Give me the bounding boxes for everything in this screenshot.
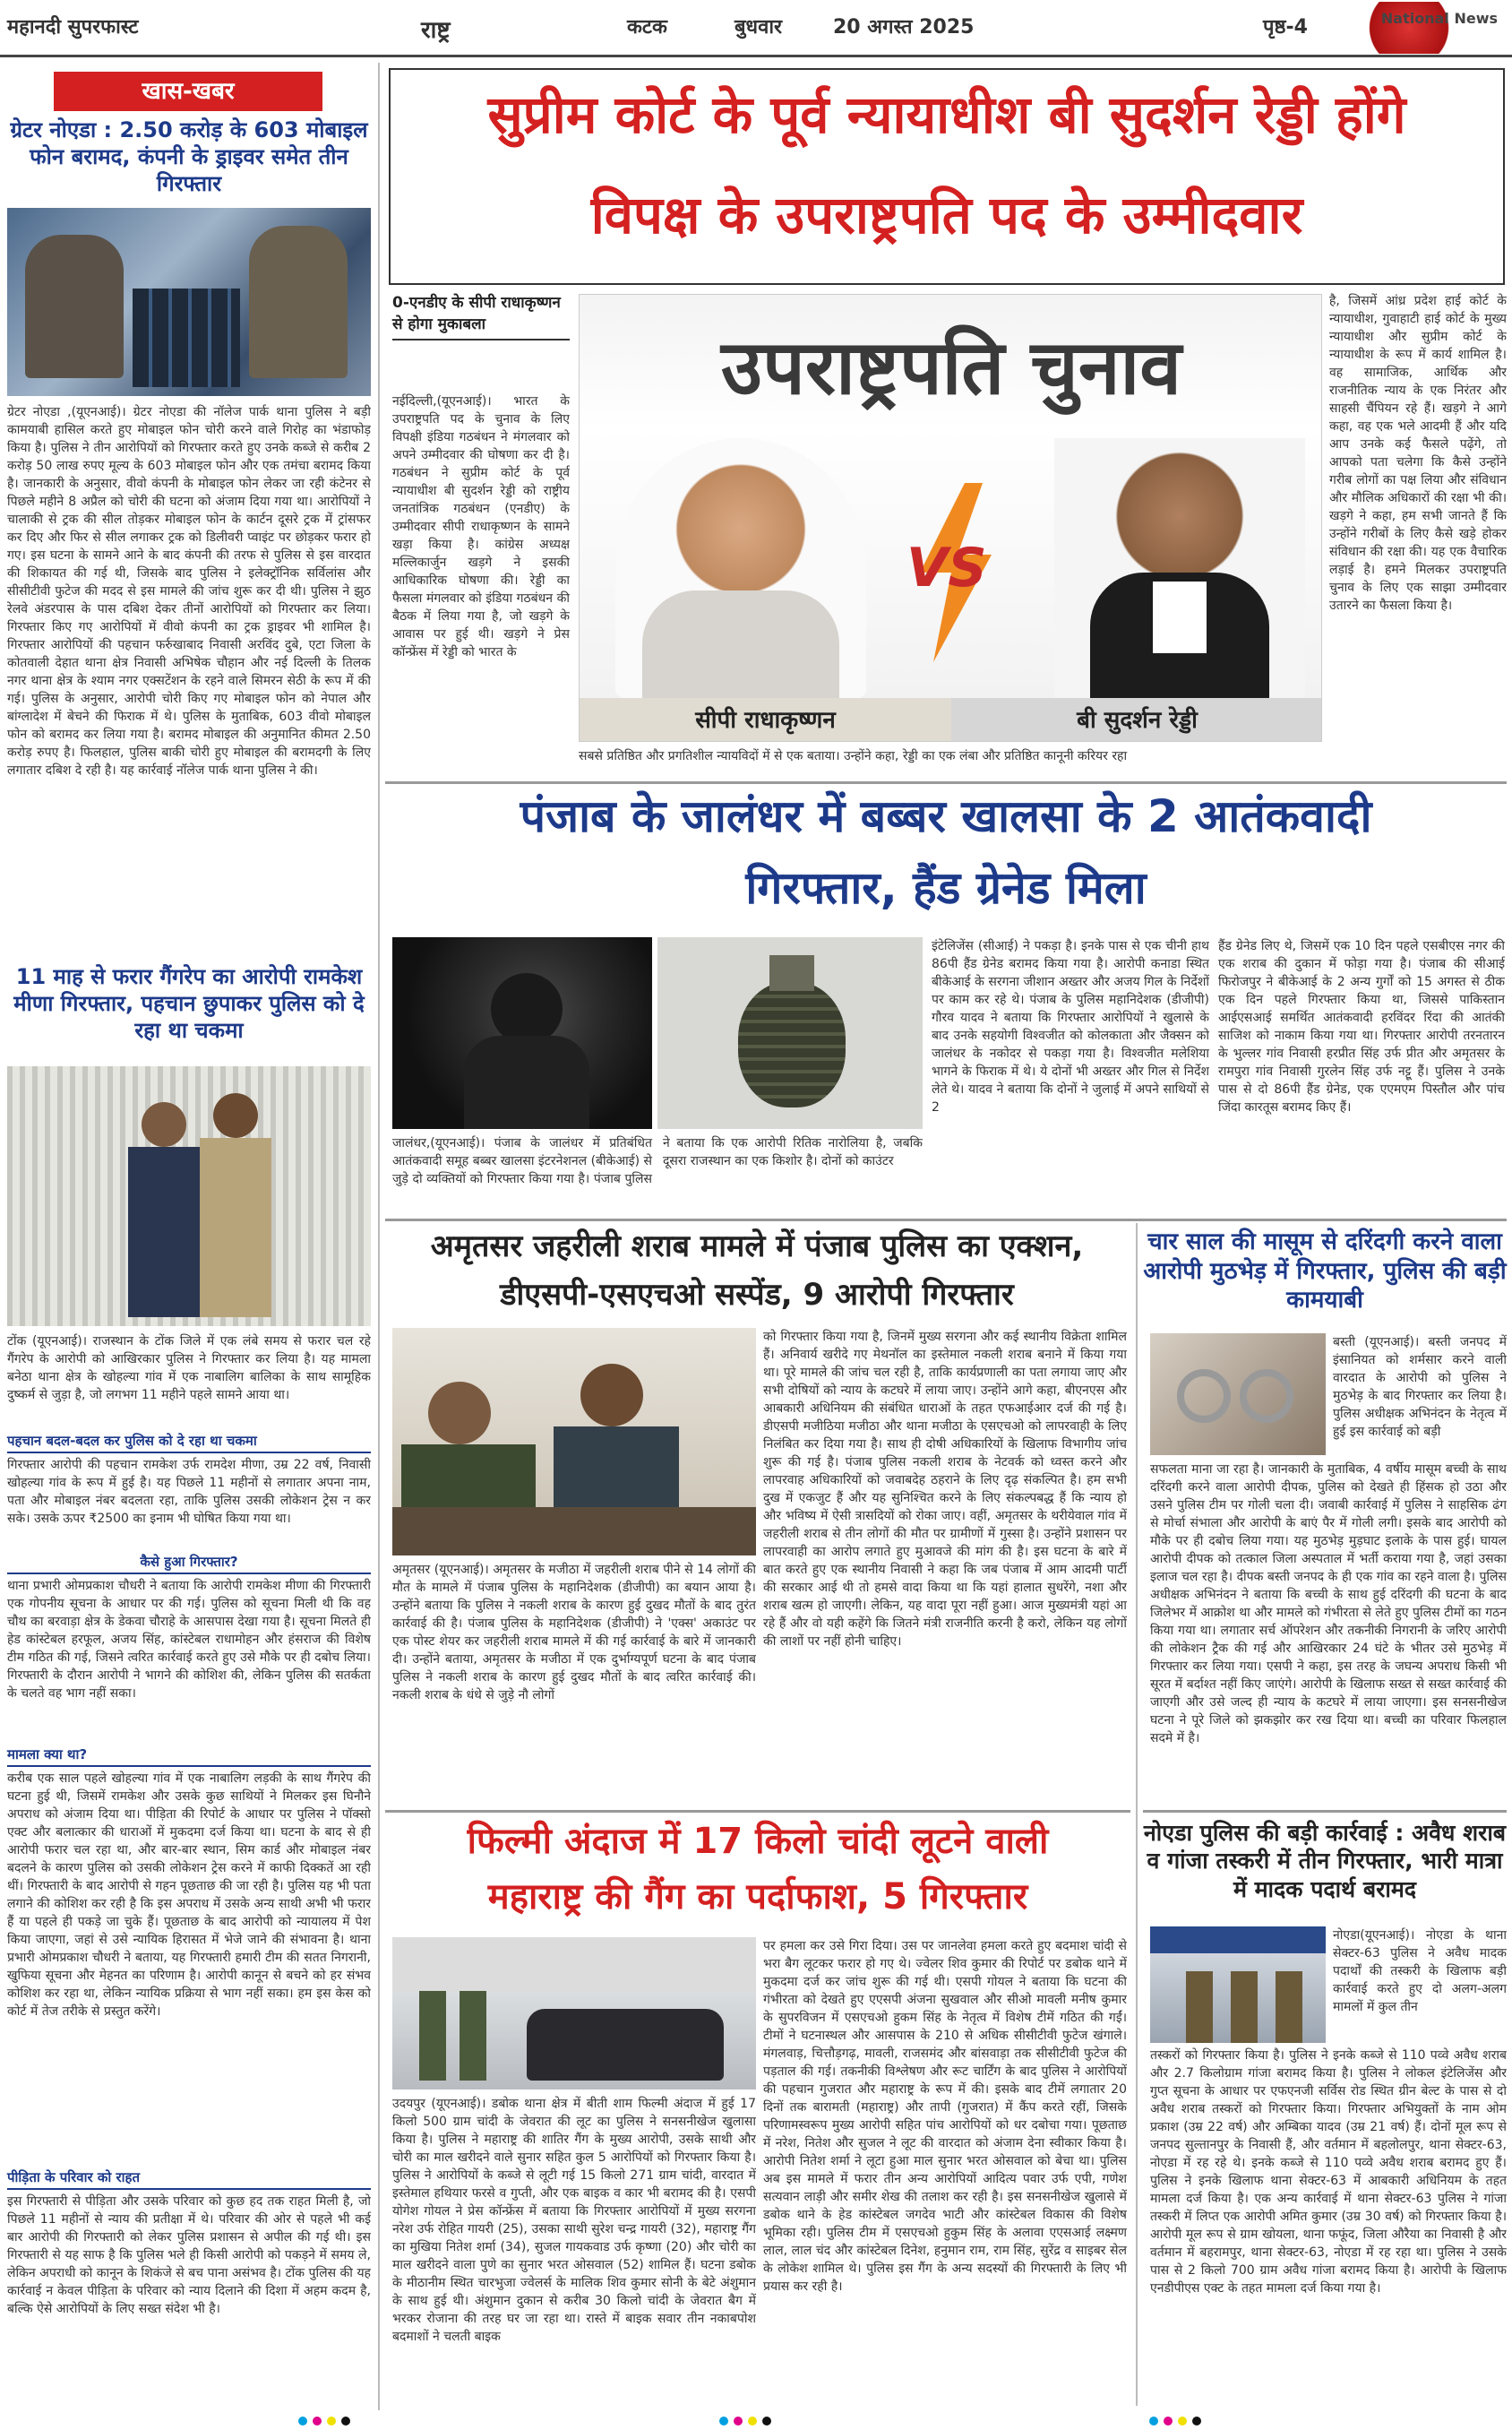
dgp-press-photo <box>392 1328 756 1555</box>
gangrape-body-5: इस गिरफ्तारी से पीड़िता और उसके परिवार को कुछ हद तक राहत मिली है, जो पिछले 11 महीनों से न्याय की प्रतीक्षा में थे। परिवार की ओर से पहले भी कई बार आरोपी की गिरफ्तारी को लेकर पुलिस प्रशासन से अपील की गई थी। इस गिरफ्तारी से यह साफ है कि पुलिस भले ही किसी आरोपी को पकड़ने में समय ले, लेकिन अपराधी को कानून के शिकंजे से बच पाना असंभव है। टोंक पुलिस की यह कार्रवाई न केवल पीड़िता के परिवार को न्याय दिलाने की दिशा में अहम कदम है, बल्कि ऐसे आरोपियों के लिए सख्त संदेश भी है। <box>7 2194 371 2316</box>
column-divider <box>378 63 380 2410</box>
masthead <box>0 0 1512 57</box>
print-registration-marks <box>717 2412 774 2425</box>
subhead-how-arrested: कैसे हुआ गिरफ्तार? <box>7 1553 371 1574</box>
gangrape-accused-headline: 11 माह से फरार गैंगरेप का आरोपी रामकेश मीणा गिरफ्तार, पहचान छुपाकर पुलिस को दे रहा था चकमा <box>13 964 365 1043</box>
handcuffs-photo <box>1150 1333 1326 1455</box>
noida-police-photo <box>1150 1926 1326 2043</box>
paper-name: महानदी सुपरफास्ट <box>7 16 139 39</box>
print-registration-marks <box>296 2412 353 2425</box>
subhead-identity: पहचान बदल-बदल कर पुलिस को दे रहा था चकमा <box>7 1432 371 1453</box>
national-news-logo: National News <box>1369 2 1503 54</box>
section-divider <box>1143 1810 1507 1813</box>
vp-election-graphic <box>579 294 1322 742</box>
sudershan-reddy-portrait <box>1054 438 1305 698</box>
print-registration-marks <box>1147 2412 1204 2425</box>
lead-body-bottom: सबसे प्रतिष्ठित और प्रगतिशील न्यायविदों में से एक बताया। उन्होंने कहा, रेड्डी का एक लंबा और प्रतिष्ठित कानूनी करियर रहा <box>579 749 1128 763</box>
punjab-headline-line1: पंजाब के जालंधर में बब्बर खालसा के 2 आतंकवादी <box>520 790 1372 842</box>
encounter-body-2: सफलता माना जा रहा है। जानकारी के मुताबिक, 4 वर्षीय मासूम बच्ची के साथ दरिंदगी करने वाला आरोपी दीपक, पुलिस को देखते ही हिंसक हो उठा और उसने पुलिस टीम पर गोली चला दी। जवाबी कार्रवाई में पुलिस ने साहसिक ढंग से मोर्चा संभाला और आरोपी के बाएं पैर में गोली लगी। इसके बाद आरोपी को मौके पर ही दबोच लिया गया। यह मुठभेड़ मुड़घाट इलाके के पास हुई। घायल आरोपी दीपक को तत्काल जिला अस्पताल में भर्ती कराया गया है, जहां उसका इलाज चल रहा है। दीपक बस्ती जनपद के ही एक गांव का रहने वाला है। पुलिस अधीक्षक अभिनंदन ने बताया कि बच्ची के साथ हुई दरिंदगी की घटना के बाद जिलेभर में आक्रोश था और मामले को गंभीरता से लेते हुए पुलिस टीमों का गठन किया गया था। लगातार सर्च ऑपरेशन और तकनीकी निगरानी के जरिए आरोपी की लोकेशन ट्रैक की गई और आखिरकार 24 घंटे के भीतर उसे मुठभेड़ में गिरफ्तार कर लिया गया। एसपी ने कहा, इस तरह के जघन्य अपराध किसी भी सूरत में बर्दाश्त नहीं किए जाएंगे। आरोपी के खिलाफ सख्त से सख्त कार्रवाई की जाएगी और उसे जल्द ही न्याय के कटघरे में लाया जाएगा। इस सनसनीखेज घटना ने पूरे जिले को झकझोर कर रख दिया था। बच्ची का परिवार फिलहाल सदमे में है। <box>1150 1462 1507 1745</box>
noida-body-2: तस्करों को गिरफ्तार किया है। पुलिस ने इनके कब्जे से 110 पव्वे अवैध शराब और 2.7 किलोग्राम गांजा बरामद किया है। पुलिस ने लोकल इंटेलिजेंस और गुप्त सूचना के आधार पर एफएनजी सर्विस रोड स्थित ग्रीन बेल्ट के पास से दो अवैध शराब तस्करों को गिरफ्तार किया। गिरफ्तार अभियुक्तों के नाम ओम प्रकाश (उम्र 22 वर्ष) और अम्बिका यादव (उम्र 21 वर्ष) हैं। दोनों मूल रूप से जनपद सुल्तानपुर के निवासी हैं, और वर्तमान में बहलोलपुर, थाना सेक्टर-63, नोएडा में रह रहे थे। इनके कब्जे से 110 पव्वे अवैध शराब बरामद हुए हैं। पुलिस ने इनके खिलाफ थाना सेक्टर-63 में आबकारी अधिनियम के तहत मामला दर्ज किया है। एक अन्य कार्रवाई में थाना सेक्टर-63 पुलिस ने गांजा तस्करी में लिप्त एक आरोपी अमित कुमार (उम्र 30 वर्ष) को गिरफ्तार किया है। आरोपी मूल रूप से ग्राम खोयला, थाना फफूंद, जिला औरैया का निवासी है और वर्तमान में बहरामपुर, थाना सेक्टर-63, नोएडा में रह रहा था। पुलिस ने उसके पास से 2 किलो 700 ग्राम अवैध गांजा बरामद किया है। आरोपी के खिलाफ एनडीपीएस एक्ट के तहत मामला दर्ज किया गया है। <box>1150 2048 1507 2296</box>
date: 20 अगस्त 2025 <box>833 16 975 39</box>
vs-badge: VS <box>902 483 1009 662</box>
silver-loot-body-2: पर हमला कर उसे गिरा दिया। उस पर जानलेवा हमला करते हुए बदमाश चांदी से भरा बैग लूटकर फरार हो गए थे। ज्वेलर शिव कुमार की रिपोर्ट पर डबोक थाने में मुकदमा दर्ज कर जांच शुरू की गई थी। एसपी गोयल ने बताया कि घटना की गंभीरता को देखते हुए एएसपी अंजना सुखवाल और सीओ मावली मनीष कुमार के सुपरविजन में एसएचओ हुकम सिंह के नेतृत्व में विशेष टीमें गठित की गईं। टीमों ने घटनास्थल और आसपास के 210 से अधिक सीसीटीवी फुटेज खंगाले। मंगलवाड़, चित्तौड़गढ़, मावली, राजसमंद और बांसवाड़ा तक सीसीटीवी फुटेज की पड़ताल की गई। तकनीकी विश्लेषण और रूट चार्टिंग के बाद पुलिस ने आरोपियों की पहचान गुजरात और महाराष्ट्र के रूप में की। इसके बाद टीमें लगातार 20 दिनों तक बारामती (महाराष्ट्र) और तापी (गुजरात) में कैंप करते रहीं, जिसके परिणामस्वरूप मुख्य आरोपी सहित पांच आरोपियों को धर दबोचा गया। पूछताछ में नरेश, नितेश और सुजल ने लूट की वारदात को अंजाम देना स्वीकार किया है। आरोपी नितेश शर्मा ने लूटा हुआ माल सुनार भरत ओसवाल को बेचा था। पुलिस अब इस मामले में फरार तीन अन्य आरोपियों आदित्य पवार उर्फ एपी, गणेश सत्यवान लाड़ी और समीर शेख की तलाश कर रही है। इस सनसनीखेज खुलासे में डबोक थाने के हेड कांस्टेबल जगदेव भाटी और कांस्टेबल विकास की विशेष भूमिका रही। पुलिस टीम में एसएचओ हुकुम सिंह के अलावा एएसआई लक्ष्मण लाल, लाल चंद और कांस्टेबल दिनेश, हनुमान राम, राम सिंह, सुरेंद्र व साइबर सेल के लोकेश शामिल थे। पुलिस इस गैंग के अन्य सदस्यों की गिरफ्तारी के लिए भी प्रयास कर रही है। <box>763 1939 1127 2294</box>
gangrape-body-4: करीब एक साल पहले खोहल्या गांव में एक नाबालिग लड़की के साथ गैंगरेप की घटना हुई थी, जिसमें रामकेश और उसके कुछ साथियों ने मिलकर इस घिनौने अपराध को अंजाम दिया था। पीड़िता की रिपोर्ट के आधार पर पुलिस ने पॉक्सो एक्ट और बलात्कार की धाराओं में मुकदमा दर्ज किया था। घटना के बाद से ही आरोपी फरार चल रहा था, और बार-बार स्थान, सिम कार्ड और मोबाइल नंबर बदलने के कारण पुलिस को उसकी लोकेशन ट्रेस करने में काफी दिक्कतें आ रही थीं। गिरफ्तारी के बाद आरोपी से गहन पूछताछ की जा रही है। पुलिस यह भी पता लगाने की कोशिश कर रही है कि इस अपराध में उसके अन्य साथी अभी भी फरार हैं या पहले ही पकड़े जा चुके हैं। पूछताछ के बाद आरोपी को न्यायालय में पेश किया जाएगा, जहां से उसे न्यायिक हिरासत में भेजे जाने की संभावना है। थाना प्रभारी ओमप्रकाश चौधरी ने बताया, यह गिरफ्तारी हमारी टीम की सतत निगरानी, खुफिया सूचना और मेहनत का परिणाम है। आरोपी कानून से बचने को हर संभव कोशिश कर रहा था, लेकिन न्यायिक प्रक्रिया से भाग नहीं सका। हम इस केस को कोर्ट में तेज तरीके से प्रस्तुत करेंगे। <box>7 1771 371 2019</box>
punjab-body-3: हैंड ग्रेनेड लिए थे, जिसमें एक 10 दिन पहले एसबीएस नगर की एक शराब की दुकान में फोड़ा गया है। पंजाब की सीआई फिरोजपुर ने बीकेआई के 2 अन्य गुर्गों को 15 अगस्त से ठीक एक दिन पहले गिरफ्तार किया था, जिससे पाकिस्तान आईएसआई समर्थित आतंकवादी हरविंदर रिंदा की आतंकी साजिश को नाकाम किया गया था। गिरफ्तार आरोपी तरनतारन के भुल्लर गांव निवासी हरप्रीत सिंह उर्फ प्रीत और अमृतसर के रामपुरा गांव निवासी गुरलेन सिंह उर्फ नट्टू हैं। पुलिस ने उनके पास से दो 86पी हैंड ग्रेनेड, एक एएमएम पिस्तौल और पांच जिंदा कारतूस बरामद किए हैं। <box>1218 939 1505 1115</box>
amritsar-body-1: अमृतसर (यूएनआई)। अमृतसर के मजीठा में जहरीली शराब पीने से 14 लोगों की मौत के मामले में पंजाब पुलिस के महानिदेशक (डीजीपी) का बयान आया है। उन्होंने बताया कि पुलिस ने नकली शराब के कारण हुई दुखद मौतों के बाद तुरंत कार्रवाई की है। पंजाब पुलिस के महानिदेशक (डीजीपी) ने 'एक्स' अकाउंट पर एक पोस्ट शेयर कर जहरीली शराब मामले में की गई कार्रवाई के बारे में जानकारी दी। उन्होंने बताया, अमृतसर के मजीठा में एक दुर्भाग्यपूर्ण घटना के बाद पंजाब पुलिस ने नकली शराब के कारण हुई दुखद मौतों के बाद त्वरित कार्रवाई की। नकली शराब के धंधे से जुड़े नौ लोगों <box>392 1563 756 1702</box>
section-divider <box>385 1810 1130 1813</box>
silver-loot-headline-line2: महाराष्ट्र की गैंग का पर्दाफाश, 5 गिरफ्तार <box>487 1876 1028 1917</box>
column-divider <box>1136 1223 1138 2406</box>
accused-arrest-photo <box>7 1066 371 1326</box>
silver-loot-body-1: उदयपुर (यूएनआई)। डबोक थाना क्षेत्र में बीती शाम फिल्मी अंदाज में हुई 17 किलो 500 ग्राम चांदी के जेवरात की लूट का पुलिस ने सनसनीखेज खुलासा किया है। पुलिस ने महाराष्ट्र की शातिर गैंग के मुख्य आरोपी, उसके साथी और चोरी का माल खरीदने वाले सुनार सहित कुल 5 आरोपियों को गिरफ्तार किया है। पुलिस ने आरोपियों के कब्जे से लूटी गई 15 किलो 271 ग्राम चांदी, वारदात में इस्तेमाल हथियार फरसे व गुप्ती, और एक बाइक व कार भी बरामद की है। एसपी योगेश गोयल ने प्रेस कॉन्फ्रेंस में बताया कि गिरफ्तार आरोपियों में मुख्य सरगना नरेश उर्फ रोहित गायरी (25), उसका साथी सुरेश चन्द्र गायरी (32), महाराष्ट्र गैंग का मुखिया नितेश शर्मा (34), सुजल गायकवाड उर्फ कृष्णा (20) और चोरी का माल खरीदने वाला पुणे का सुनार भरत ओसवाल (52) शामिल हैं। घटना डबोक के मीठानीम स्थित चारभुजा ज्वेलर्स के मालिक शिव कुमार सोनी के बेटे अंशुमान के साथ हुई थी। अंशुमान दुकान से करीब 30 किलो चांदी के जेवरात बैग में भरकर रोजाना की तरह घर जा रहा था। रास्ते में बाइक सवार तीन नकाबपोश बदमाशों ने चलती बाइक <box>392 2097 756 2344</box>
punjab-body-2: इंटेलिजेंस (सीआई) ने पकड़ा है। इनके पास से एक चीनी हाथ 86पी हैंड ग्रेनेड बरामद किया गया है। आरोपी कनाडा स्थित बीकेआई के सरगना जीशान अख्तर और अजय गिल के निर्देशों पर काम कर रहे थे। पंजाब के पुलिस महानिदेशक (डीजीपी) गौरव यादव ने बताया कि गिरफ्तार आरोपियों ने खुलासे के बाद उनके सहयोगी विश्वजीत को कोलकाता और जैक्सन को जालंधर के नकोदर से पकड़ा गया है। विश्वजीत मलेशिया भागने के फिराक में थे। ये दोनों भी अख्तर और गिल से निर्देश लेते थे। यादव ने बताया कि दोनों ने जुलाई में अपने साथियों से 2 <box>932 939 1209 1115</box>
punjab-body-1: जालंधर,(यूएनआई)। पंजाब के जालंधर में प्रतिबंधित आतंकवादी समूह बब्बर खालसा इंटरनेशनल (बीकेआई) से जुड़े दो व्यक्तियों को गिरफ्तार किया गया है। पंजाब पुलिस ने बताया कि एक आरोपी रितिक नारोलिया है, जबकि दूसरा राजस्थान का एक किशोर है। दोनों को काउंटर <box>392 1136 923 1186</box>
lead-headline-line2: विपक्ष के उपराष्ट्रपति पद के उम्मीदवार <box>590 185 1303 246</box>
lead-headline-line1: सुप्रीम कोर्ट के पूर्व न्यायाधीश बी सुदर्शन रेड्डी होंगे <box>487 84 1406 145</box>
punjab-headline-line2: गिरफ्तार, हैंड ग्रेनेड मिला <box>745 862 1147 914</box>
masked-accused-photo <box>392 937 652 1129</box>
amritsar-body-2: को गिरफ्तार किया गया है, जिनमें मुख्य सरगना और कई स्थानीय विक्रेता शामिल हैं। अनिवार्य खरीदे गए मेथनॉल का इस्तेमाल नकली शराब बनाने में किया गया था। पूरे मामले की जांच चल रही है, ताकि कार्यप्रणाली का पता लगाया जाए और सभी दोषियों को न्याय के कटघरे में लाया जाए। उन्होंने आगे कहा, बीएनएस और आबकारी अधिनियम की संबंधित धाराओं के तहत एफआईआर दर्ज की गई है। डीएसपी मजीठिया मजीठा और थाना मजीठा के एसएचओ को लापरवाही के लिए निलंबित कर दिया गया है। साथ ही दोषी अधिकारियों के खिलाफ विभागीय जांच शुरू की गई है। पंजाब पुलिस नकली शराब के नेटवर्क को ध्वस्त करने और लापरवाह अधिकारियों को जवाबदेह ठहराने के लिए दृढ़ संकल्पित है। हम सभी दुख में एकजुट हैं और यह सुनिश्चित करने के लिए संकल्पबद्ध हैं कि न्याय हो और भविष्य में ऐसी त्रासदियों को रोका जाए। वहीं, अमृतसर के थरीयेवाल गांव में जहरीली शराब से तीन लोगों की मौत पर ग्रामीणों में गुस्सा है। उन्होंने प्रशासन पर लापरवाही का आरोप लगाते हुए मुआवजे की मांग की है। इस घटना के बारे में बात करते हुए एक स्थानीय निवासी ने कहा कि जब पंजाब में आम आदमी पार्टी की सरकार आई थी तो हमसे वादा किया था कि यहां हालात सुधरेंगे, नशा और शराब खत्म हो जाएगी। लेकिन, यह वादा पूरा नहीं हुआ। आज मुख्यमंत्री यहां आ रहे हैं और वो यही कहेंगे कि जितने मंत्री राजनीति करनी है करो, लेकिन यह लोगों की लाशों पर नहीं होनी चाहिए। <box>763 1330 1127 1649</box>
special-news-tag: खास-खबर <box>54 72 322 111</box>
day: बुधवार <box>735 16 783 39</box>
subhead-what-was-case: मामला क्या था? <box>7 1745 371 1767</box>
section-name: राष्ट्र <box>421 17 451 44</box>
encounter-body-1: बस्ती (यूएनआई)। बस्ती जनपद में इंसानियत को शर्मसार करने वाली वारदात के आरोपी को पुलिस ने मुठभेड़ के बाद गिरफ्तार कर लिया है। पुलिस अधीक्षक अभिनंदन के नेतृत्व में हुई इस कार्रवाई को बड़ी <box>1333 1335 1507 1439</box>
noida-headline: नोएडा पुलिस की बड़ी कार्रवाई : अवैध शराब व गांजा तस्करी में तीन गिरफ्तार, भारी मात्रा में मादक पदार्थ बरामद <box>1143 1820 1507 1902</box>
gangrape-body-2: गिरफ्तार आरोपी की पहचान रामकेश उर्फ रामदेश मीणा, उम्र 22 वर्ष, निवासी खोहल्या गांव के रूप में हुई है। यह पिछले 11 महीनों से लगातार अपना नाम, पता और मोबाइल नंबर बदलता रहा, ताकि पुलिस उसकी लोकेशन ट्रेस न कर सके। उसके ऊपर ₹2500 का इनाम भी घोषित किया गया था। <box>7 1458 371 1526</box>
mobile-recovery-headline: ग्रेटर नोएडा : 2.50 करोड़ के 603 मोबाइल फोन बरामद, कंपनी के ड्राइवर समेत तीन गिरफ्तार <box>10 117 368 196</box>
caption-radhakrishnan: सीपी राधाकृष्णन <box>580 698 951 742</box>
police-station-photo <box>392 1937 756 2090</box>
lead-headline-box <box>389 68 1505 285</box>
lead-body-left: नईदिल्ली,(यूएनआई)। भारत के उपराष्ट्रपति पद के चुनाव के लिए विपक्षी इंडिया गठबंधन ने मंगलवार को अपने उम्मीदवार की घोषणा कर दी है। गठबंधन ने सुप्रीम कोर्ट के पूर्व न्यायाधीश बी सुदर्शन रेड्डी को राष्ट्रीय जनतांत्रिक गठबंधन (एनडीए) के उम्मीदवार सीपी राधाकृष्णन के सामने खड़ा किया है। कांग्रेस अध्यक्ष मल्लिकार्जुन खड़गे ने इसकी आधिकारिक घोषणा की। रेड्डी का फैसला मंगलवार को इंडिया गठबंधन की बैठक में लिया गया है, जो खड़गे के आवास पर हुई थी। खड़गे ने प्रेस कॉन्फ्रेंस में रेड्डी को भारत के <box>392 394 570 659</box>
phones-photo <box>7 208 371 396</box>
city: कटक <box>627 16 667 39</box>
noida-body-1: नोएडा(यूएनआई)। नोएडा के थाना सेक्टर-63 पुलिस ने अवैध मादक पदार्थों की तस्करी के खिलाफ बड़ी कार्रवाई करते हुए दो अलग-अलग मामलों में कुल तीन <box>1333 1928 1507 2014</box>
graphic-title: उपराष्ट्रपति चुनाव <box>721 323 1181 411</box>
gangrape-body-1: टोंक (यूएनआई)। राजस्थान के टोंक जिले में एक लंबे समय से फरार चल रहे गैंगरेप के आरोपी को आखिरकार पुलिस ने गिरफ्तार कर लिया है। यह मामला बनेठा थाना क्षेत्र के खोहल्या गांव में एक नाबालिग बालिका के साथ सामूहिक दुष्कर्म से जुड़ा है, जो लगभग 11 महीने पहले सामने आया था। <box>7 1334 371 1402</box>
subhead-relief: पीड़िता के परिवार को राहत <box>7 2168 371 2190</box>
amritsar-headline-line1: अमृतसर जहरीली शराब मामले में पंजाब पुलिस का एक्शन, <box>430 1228 1084 1264</box>
mobile-recovery-body: ग्रेटर नोएडा ,(यूएनआई)। ग्रेटर नोएडा की नॉलेज पार्क थाना पुलिस ने बड़ी कामयाबी हासिल करते हुए मोबाइल फोन चोरी करने वाले गिरोह का भंडाफोड़ किया है। पुलिस ने तीन आरोपियों को गिरफ्तार करते हुए उनके कब्जे से करीब 2 करोड़ 50 लाख रुपए मूल्य के 603 मोबाइल फोन और एक तमंचा बरामद किया है। जानकारी के अनुसार, वीवो कंपनी के मोबाइल फोन लेकर जा रही कंटेनर से पिछले महीने 8 अप्रैल को चोरी की घटना को अंजाम दिया गया था। आरोपियों ने चालाकी से ट्रक की सील तोड़कर मोबाइल फोन के कार्टन दूसरे ट्रक में ट्रांसफर कर दिए और फिर से सील लगाकर ट्रक को डिलीवरी प्वाइंट पर छोड़कर फरार हो गए। इस घटना के सामने आने के बाद कंपनी की तरफ से पुलिस से इस वारदात की शिकायत की गई थी, जिसके बाद पुलिस ने इलेक्ट्रॉनिक सर्विलांस और सीसीटीवी फुटेज की मदद से इस मामले की जांच शुरू कर दी थी। पुलिस ने झुठ रेलवे अंडरपास के पास दबिश देकर तीनों आरोपियों को गिरफ्तार कर लिया। गिरफ्तार किए गए आरोपियों में वीवो कंपनी का ट्रक ड्राइवर भी शामिल है। गिरफ्तार आरोपियों की पहचान फर्रुखाबाद निवासी अरविंद दुबे, एटा जिला के कोतवाली देहात थाना क्षेत्र निवासी अभिषेक चौहान और नई दिल्ली के तिलक नगर थाना क्षेत्र के श्याम नगर एक्सटेंशन के रहने वाले सिमरन सेठी के रूप में की गई। पुलिस के अनुसार, आरोपी चोरी किए गए मोबाइल फोन को नेपाल और बांग्लादेश में बेचने की फिराक में थे। पुलिस के मुताबिक, 603 वीवो मोबाइल फोन को बरामद कर लिया गया है। बरामद मोबाइल की अनुमानित कीमत 2.50 करोड़ रुपए है। फिलहाल, पुलिस बाकी चोरी हुए मोबाइल की बरामदगी के लिए लगातार दबिश दे रही है। यह कार्रवाई नॉलेज पार्क थाना पुलिस ने की। <box>7 405 371 778</box>
silver-loot-headline-line1: फिल्मी अंदाज में 17 किलो चांदी लूटने वाली <box>467 1821 1049 1862</box>
hand-grenade-photo <box>657 937 923 1129</box>
section-divider <box>385 1219 1507 1221</box>
page-number: पृष्ठ-4 <box>1263 16 1308 39</box>
section-divider <box>385 781 1507 784</box>
lead-body-right: है, जिसमें आंध्र प्रदेश हाई कोर्ट के न्यायाधीश, गुवाहाटी हाई कोर्ट के मुख्य न्यायाधीश और सुप्रीम कोर्ट के न्यायाधीश के रूप में कार्य शामिल है। वह सामाजिक, आर्थिक और राजनीतिक न्याय के एक निरंतर और साहसी चैंपियन रहे हैं। खड़गे ने आगे कहा, वह एक भले आदमी हैं और यदि आप उनके कई फैसले पढ़ेंगे, तो आपको पता चलेगा कि कैसे उन्होंने गरीब लोगों का पक्ष लिया और संविधान और मौलिक अधिकारों की रक्षा भी की। खड़गे ने कहा, हम सभी जानते हैं कि उन्होंने गरीबों के लिए कैसे खड़े होकर संविधान की रक्षा की। यह एक वैचारिक लड़ाई है। हमने मिलकर उपराष्ट्रपति चुनाव के लिए एक साझा उम्मीदवार उतारने का फैसला किया है। <box>1329 294 1507 613</box>
lead-kicker: 0-एनडीए के सीपी राधाकृष्णन से होगा मुकाबला <box>392 292 570 340</box>
caption-reddy: बी सुदर्शन रेड्डी <box>951 698 1322 742</box>
gangrape-body-3: थाना प्रभारी ओमप्रकाश चौधरी ने बताया कि आरोपी रामकेश मीणा की गिरफ्तारी एक गोपनीय सूचना के आधार पर की गई। पुलिस को सूचना मिली थी कि वह चौथ का बरवाड़ा क्षेत्र के डेकवा चौराहे के आसपास देखा गया है। सूचना मिलते ही हेड कांस्टेबल हरफूल, अजय सिंह, कांस्टेबल राधामोहन और हंसराज की विशेष टीम गठित की गई, जिसने त्वरित कार्रवाई करते हुए उसे मौके पर ही दबोच लिया। गिरफ्तारी के दौरान आरोपी ने भागने की कोशिश की, लेकिन पुलिस की सतर्कता के चलते वह भाग नहीं सका। <box>7 1579 371 1701</box>
encounter-headline: चार साल की मासूम से दरिंदगी करने वाला आरोपी मुठभेड़ में गिरफ्तार, पुलिस की बड़ी कामयाबी <box>1143 1228 1507 1314</box>
radhakrishnan-portrait <box>615 438 866 698</box>
amritsar-headline-line2: डीएसपी-एसएचओ सस्पेंड, 9 आरोपी गिरफ्तार <box>500 1277 1014 1313</box>
